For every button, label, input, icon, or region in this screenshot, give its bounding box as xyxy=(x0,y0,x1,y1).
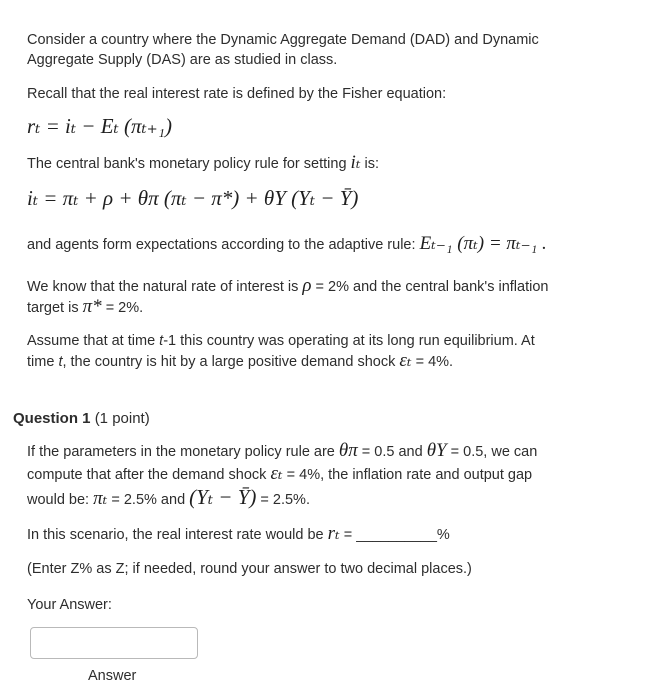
question-header xyxy=(13,410,150,427)
policy-text: The central bank's monetary policy rule for setting xyxy=(27,156,347,172)
question-text-2a: compute that after the demand shock xyxy=(27,467,267,483)
policy-suffix: is: xyxy=(364,156,380,172)
assume-text-c: time xyxy=(27,354,55,370)
question-text-3c: = 2.5%. xyxy=(260,492,310,508)
assume-text-a: Assume that at time xyxy=(27,333,156,349)
target-text-b: = 2%. xyxy=(105,300,144,316)
assume-text-e: = 4%. xyxy=(415,354,454,370)
epsilon-symbol-q: εₜ xyxy=(270,463,283,484)
target-text-a: target is xyxy=(27,300,79,316)
pi-t-symbol: πₜ xyxy=(93,488,108,509)
intro-paragraph xyxy=(27,30,623,70)
natural-rate-text-a: We know that the natural rate of interest is xyxy=(27,279,299,295)
scenario-blank: = __________% xyxy=(343,527,450,543)
policy-equation: iₜ = πₜ + ρ + θπ (πₜ − π*) + θY (Yₜ − Ȳ) xyxy=(27,186,359,210)
theta-y-symbol: θY xyxy=(426,440,447,461)
t-symbol-1: t xyxy=(159,333,164,349)
pistar-symbol: π* xyxy=(82,296,102,317)
question-text-1c: = 0.5, we can xyxy=(450,444,538,460)
policy-var: iₜ xyxy=(350,152,361,173)
assume-text-b: -1 this country was operating at its long run equilibrium. At xyxy=(163,333,535,349)
your-answer-label: Your Answer: xyxy=(27,597,112,613)
assume-paragraph xyxy=(27,331,623,372)
question-text-3a: would be: xyxy=(27,492,90,508)
answer-button[interactable]: Answer xyxy=(88,668,137,684)
output-gap-symbol: (Yₜ − Ȳ) xyxy=(189,485,257,509)
t-symbol-2: t xyxy=(58,354,63,370)
adaptive-equation: Eₜ₋₁ (πₜ) = πₜ₋₁ . xyxy=(419,233,547,254)
question-points: (1 point) xyxy=(94,410,150,427)
assume-text-d: , the country is hit by a large positive demand shock xyxy=(62,354,396,370)
question-text-2b: = 4%, the inflation rate and output gap xyxy=(286,467,533,483)
theta-pi-symbol: θπ xyxy=(338,440,358,461)
scenario-text: In this scenario, the real interest rate would be xyxy=(27,527,324,543)
natural-rate-paragraph xyxy=(27,276,623,318)
question-title: Question 1 xyxy=(13,410,91,427)
adaptive-text: and agents form expectations according to the adaptive rule: xyxy=(27,237,416,253)
question-text-1b: = 0.5 and xyxy=(361,444,423,460)
question-text-1a: If the parameters in the monetary policy rule are xyxy=(27,444,335,460)
natural-rate-text-b: = 2% and the central bank's inflation xyxy=(315,279,549,295)
adaptive-line xyxy=(27,234,623,255)
question-text-3b: = 2.5% and xyxy=(111,492,186,508)
question-body xyxy=(27,440,623,511)
answer-input[interactable] xyxy=(30,627,198,659)
scenario-line xyxy=(27,524,623,545)
fisher-text: Recall that the real interest rate is defined by the Fisher equation: xyxy=(27,86,447,102)
intro-line-2: Aggregate Supply (DAS) are as studied in class. xyxy=(27,52,338,68)
epsilon-symbol: εₜ xyxy=(399,350,412,371)
intro-line-1: Consider a country where the Dynamic Aggregate Demand (DAD) and Dynamic xyxy=(27,32,539,48)
rho-symbol: ρ xyxy=(302,275,312,296)
policy-text-line xyxy=(27,153,623,174)
r-t-symbol: rₜ xyxy=(327,523,340,544)
instructions: (Enter Z% as Z; if needed, round your answer to two decimal places.) xyxy=(27,561,472,577)
fisher-equation: rₜ = iₜ − Eₜ (πₜ₊₁) xyxy=(27,114,173,138)
